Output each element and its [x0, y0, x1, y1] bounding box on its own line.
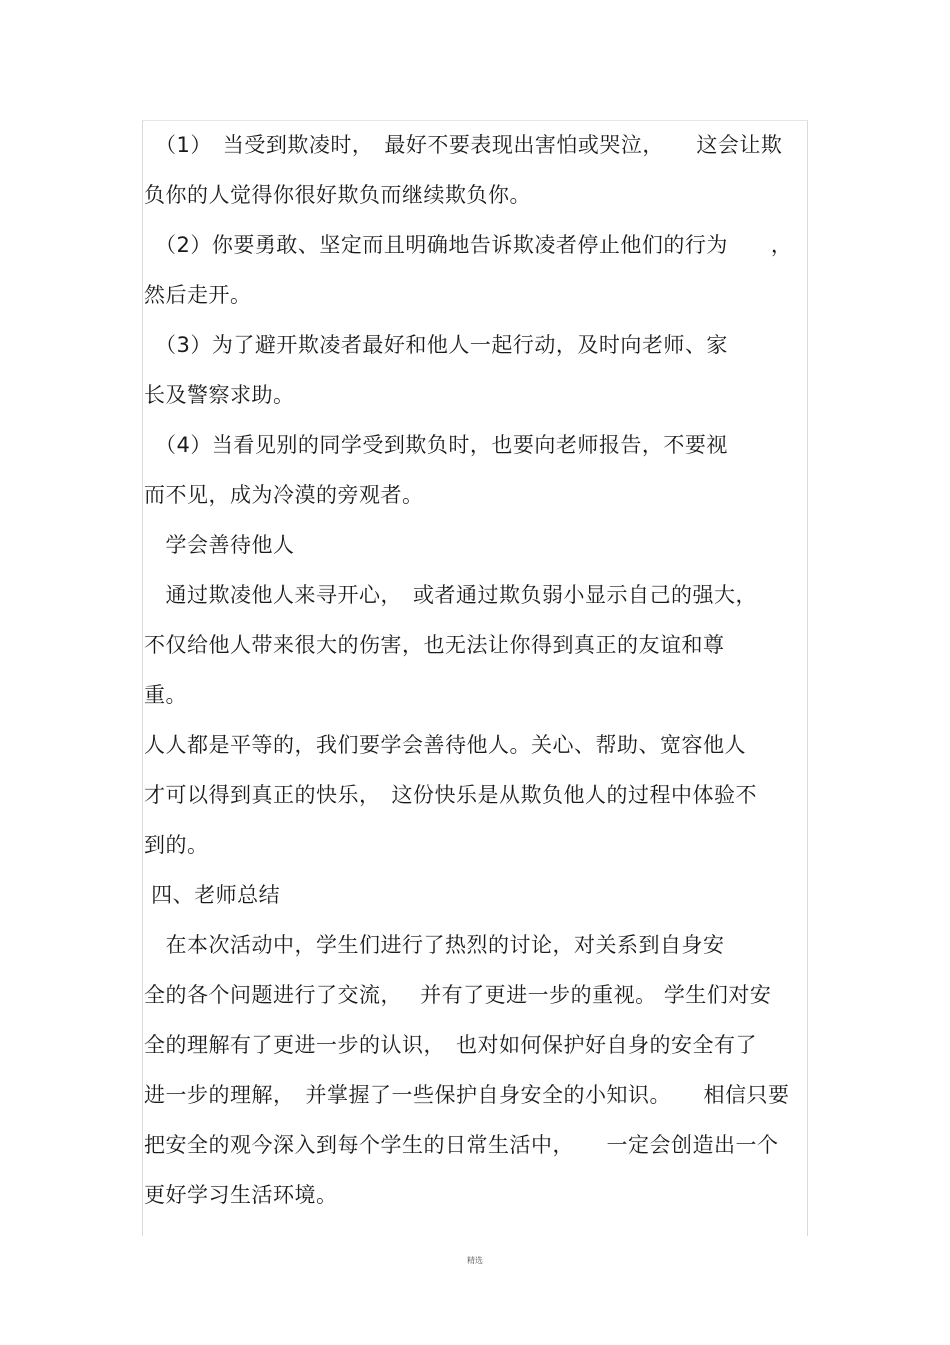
text-line: （4）当看见别的同学受到欺负时，也要向老师报告，不要视 — [144, 433, 728, 457]
text-line: （3）为了避开欺凌者最好和他人一起行动，及时向老师、家 — [144, 333, 728, 357]
text-line: 进一步的理解， 并掌握了一些保护自身安全的小知识。 相信只要 — [144, 1083, 790, 1107]
text-line: 而不见，成为冷漠的旁观者。 — [144, 483, 424, 507]
text-line: （1） 当受到欺凌时， 最好不要表现出害怕或哭泣， 这会让欺 — [144, 133, 783, 157]
section-heading: 学会善待他人 — [144, 533, 295, 557]
text-line: 负你的人觉得你很好欺负而继续欺负你。 — [144, 183, 531, 207]
text-line: 长及警察求助。 — [144, 383, 295, 407]
text-line: 更好学习生活环境。 — [144, 1183, 338, 1207]
page-footer: 精选 — [467, 1256, 483, 1265]
text-line: 人人都是平等的，我们要学会善待他人。关心、帮助、宽容他人 — [144, 733, 746, 757]
text-line: 通过欺凌他人来寻开心， 或者通过欺负弱小显示自己的强大， — [144, 583, 757, 607]
text-line: 然后走开。 — [144, 283, 252, 307]
section-heading: 四、老师总结 — [144, 883, 281, 907]
text-line: 不仅给他人带来很大的伤害，也无法让你得到真正的友谊和尊 — [144, 633, 725, 657]
text-line: 把安全的观今深入到每个学生的日常生活中， 一定会创造出一个 — [144, 1133, 779, 1157]
text-line: 在本次活动中，学生们进行了热烈的讨论，对关系到自身安 — [144, 933, 725, 957]
text-line: （2）你要勇敢、坚定而且明确地告诉欺凌者停止他们的行为 ， — [144, 233, 793, 257]
text-line: 全的理解有了更进一步的认识， 也对如何保护好自身的安全有了 — [144, 1033, 757, 1057]
text-line: 到的。 — [144, 833, 209, 857]
text-line: 才可以得到真正的快乐， 这份快乐是从欺负他人的过程中体验不 — [144, 783, 757, 807]
text-line: 全的各个问题进行了交流， 并有了更进一步的重视。 学生们对安 — [144, 983, 772, 1007]
text-line: 重。 — [144, 683, 187, 707]
